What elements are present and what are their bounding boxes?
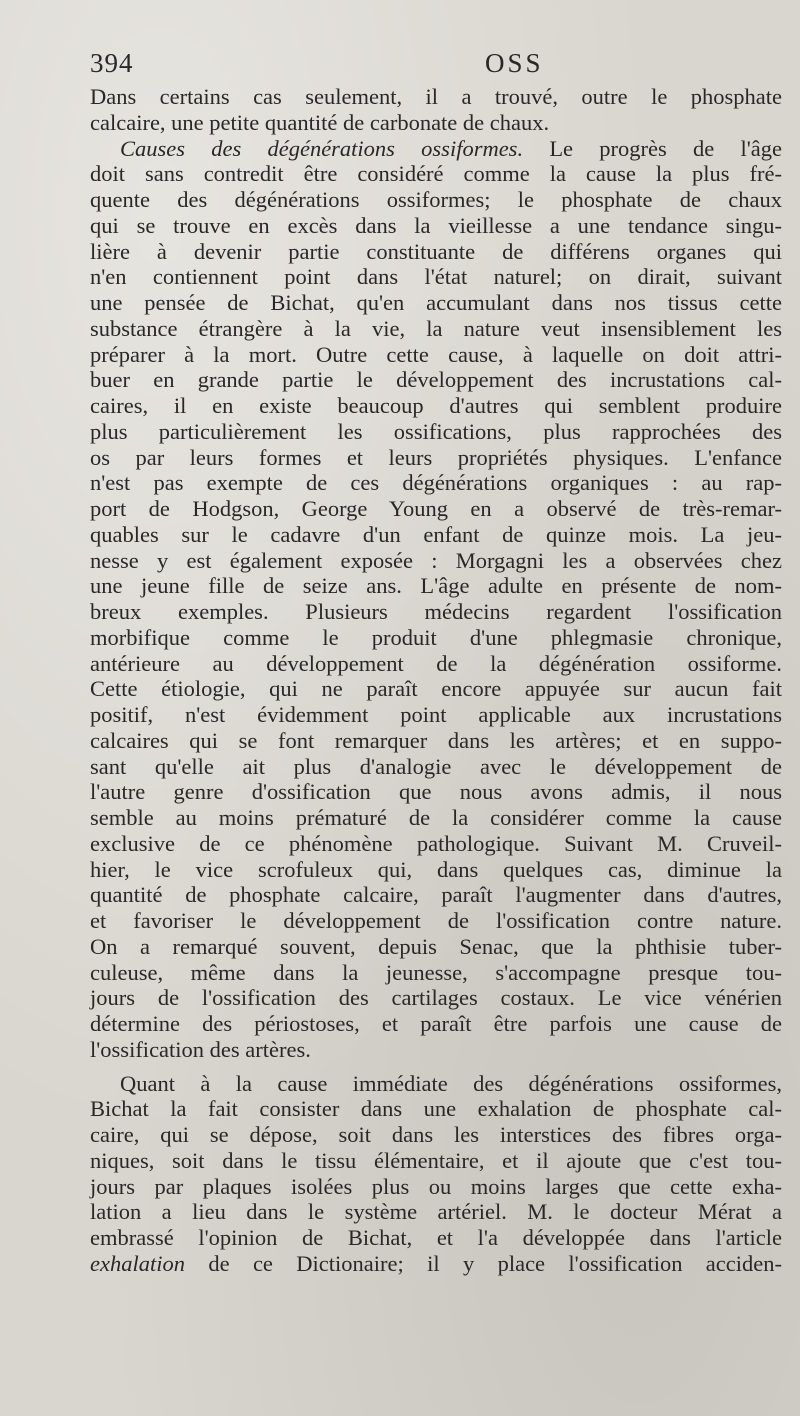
line-text: quente des dégénérations ossiformes; le phosphate de chaux (90, 187, 782, 212)
running-head: OSS (485, 48, 544, 78)
text-line (90, 1037, 782, 1063)
line-text: embrassé l'opinion de Bichat, et l'a développée dans l'article (90, 1225, 782, 1250)
text-line (90, 625, 782, 651)
text-line (90, 84, 782, 110)
line-text: qui se trouve en excès dans la vieillesse a une tendance singu- (90, 212, 782, 238)
text-line (90, 934, 782, 960)
text-line (90, 702, 782, 728)
text-line (90, 367, 782, 393)
line-text: caire, qui se dépose, soit dans les interstices des fibres orga- (90, 1122, 782, 1147)
line-text: et favoriser le développement de l'ossification contre nature. (90, 908, 782, 933)
line-text: une jeune fille de seize ans. L'âge adulte en présente de nom- (90, 573, 782, 599)
line-text: lation a lieu dans le système artériel. M. le docteur Mérat a (90, 1199, 782, 1225)
line-text: calcaire, une petite quantité de carbonate de chaux. (90, 109, 550, 135)
text-line (90, 728, 782, 754)
italic-text: Causes des dégénérations ossiformes. (120, 135, 524, 161)
text-line (90, 522, 782, 548)
text-line (90, 110, 782, 136)
line-text: l'autre genre d'ossification que nous avons admis, il nous (90, 779, 782, 805)
text-line (90, 882, 782, 908)
line-text: de ce Dictionaire; il y place l'ossification acciden- (184, 1250, 782, 1276)
line-text: port de Hodgson, George Young en a observé de très-remar- (90, 496, 782, 521)
text-line (90, 1148, 782, 1174)
line-text: nesse y est également exposée : Morgagni les a observées chez (90, 547, 782, 573)
line-text: antérieure au développement de la dégénération ossiforme. (90, 650, 782, 676)
line-text: n'en contiennent point dans l'état naturel; on dirait, suivant (90, 264, 782, 290)
line-text: calcaires qui se font remarquer dans les artères; et en suppo- (90, 727, 782, 753)
text-line (90, 1174, 782, 1200)
line-text: Bichat la fait consister dans une exhalation de phosphate cal- (90, 1096, 782, 1122)
line-text: semble au moins prématuré de la considérer comme la cause (90, 805, 782, 830)
text-line (90, 1225, 782, 1251)
text-line (90, 316, 782, 342)
line-text: Le progrès de l'âge (523, 135, 782, 161)
line-text: Cette étiologie, qui ne paraît encore appuyée sur aucun fait (90, 676, 782, 702)
text-line (90, 136, 782, 162)
text-line (90, 960, 782, 986)
text-line (90, 779, 782, 805)
line-text: une pensée de Bichat, qu'en accumulant dans nos tissus cette (90, 290, 782, 315)
line-text: On a remarqué souvent, depuis Senac, que la phthisie tuber- (90, 933, 782, 959)
text-line (90, 573, 782, 599)
text-line (90, 1096, 782, 1122)
text-line (90, 239, 782, 265)
line-text: Quant à la cause immédiate des dégénérations ossiformes, (120, 1070, 782, 1096)
text-line (90, 985, 782, 1011)
text-line (90, 496, 782, 522)
text-line (90, 342, 782, 368)
text-line (90, 213, 782, 239)
line-text: l'ossification des artères. (90, 1036, 311, 1062)
text-line (90, 419, 782, 445)
line-text: doit sans contredit être considéré comme la cause la plus fré- (90, 161, 782, 187)
body-text (90, 84, 782, 1277)
line-text: sant qu'elle ait plus d'analogie avec le développement de (90, 753, 782, 779)
line-text: jours par plaques isolées plus ou moins larges que cette exha- (90, 1173, 782, 1199)
line-text: caires, il en existe beaucoup d'autres qui semblent produire (90, 393, 782, 418)
line-text: exclusive de ce phénomène pathologique. Suivant M. Cruveil- (90, 830, 782, 856)
text-line (90, 187, 782, 213)
page-number: 394 (90, 48, 134, 78)
text-line (90, 264, 782, 290)
line-text: quables sur le cadavre d'un enfant de quinze mois. La jeu- (90, 521, 782, 547)
line-text: n'est pas exempte de ces dégénérations organiques : au rap- (90, 470, 782, 496)
text-line (90, 754, 782, 780)
line-text: Dans certains cas seulement, il a trouvé, outre le phosphate (90, 84, 782, 109)
text-line (90, 908, 782, 934)
text-line (90, 393, 782, 419)
line-text: plus particulièrement les ossifications, plus rapprochées des (90, 418, 782, 444)
line-text: os par leurs formes et leurs propriétés physiques. L'enfance (90, 444, 782, 470)
page-header (90, 48, 780, 84)
text-line (90, 1199, 782, 1225)
text-line (90, 805, 782, 831)
line-text: préparer à la mort. Outre cette cause, à laquelle on doit attri- (90, 341, 782, 367)
text-line (90, 651, 782, 677)
text-line (90, 445, 782, 471)
line-text: culeuse, même dans la jeunesse, s'accompagne presque tou- (90, 959, 782, 985)
line-text: niques, soit dans le tissu élémentaire, et il ajoute que c'est tou- (90, 1147, 782, 1173)
line-text: hier, le vice scrofuleux qui, dans quelques cas, diminue la (90, 856, 782, 882)
line-text: détermine des périostoses, et paraît être parfois une cause de (90, 1011, 782, 1036)
text-line (90, 290, 782, 316)
line-text: breux exemples. Plusieurs médecins regardent l'ossification (90, 599, 782, 624)
line-text: buer en grande partie le développement des incrustations cal- (90, 367, 782, 393)
text-line (90, 1251, 782, 1277)
text-line (90, 1011, 782, 1037)
italic-text: exhalation (90, 1250, 185, 1276)
line-text: positif, n'est évidemment point applicable aux incrustations (90, 702, 782, 727)
text-line (90, 831, 782, 857)
line-text: quantité de phosphate calcaire, paraît l'augmenter dans d'autres, (90, 882, 782, 908)
text-line (90, 548, 782, 574)
text-line (90, 1071, 782, 1097)
text-line (90, 676, 782, 702)
text-line (90, 161, 782, 187)
line-text: morbifique comme le produit d'une phlegmasie chronique, (90, 624, 782, 650)
line-text: lière à devenir partie constituante de différens organes qui (90, 238, 782, 264)
text-line (90, 1122, 782, 1148)
line-text: jours de l'ossification des cartilages costaux. Le vice vénérien (90, 985, 782, 1011)
text-line (90, 599, 782, 625)
text-line (90, 857, 782, 883)
text-line (90, 470, 782, 496)
line-text: substance étrangère à la vie, la nature veut insensiblement les (90, 315, 782, 341)
